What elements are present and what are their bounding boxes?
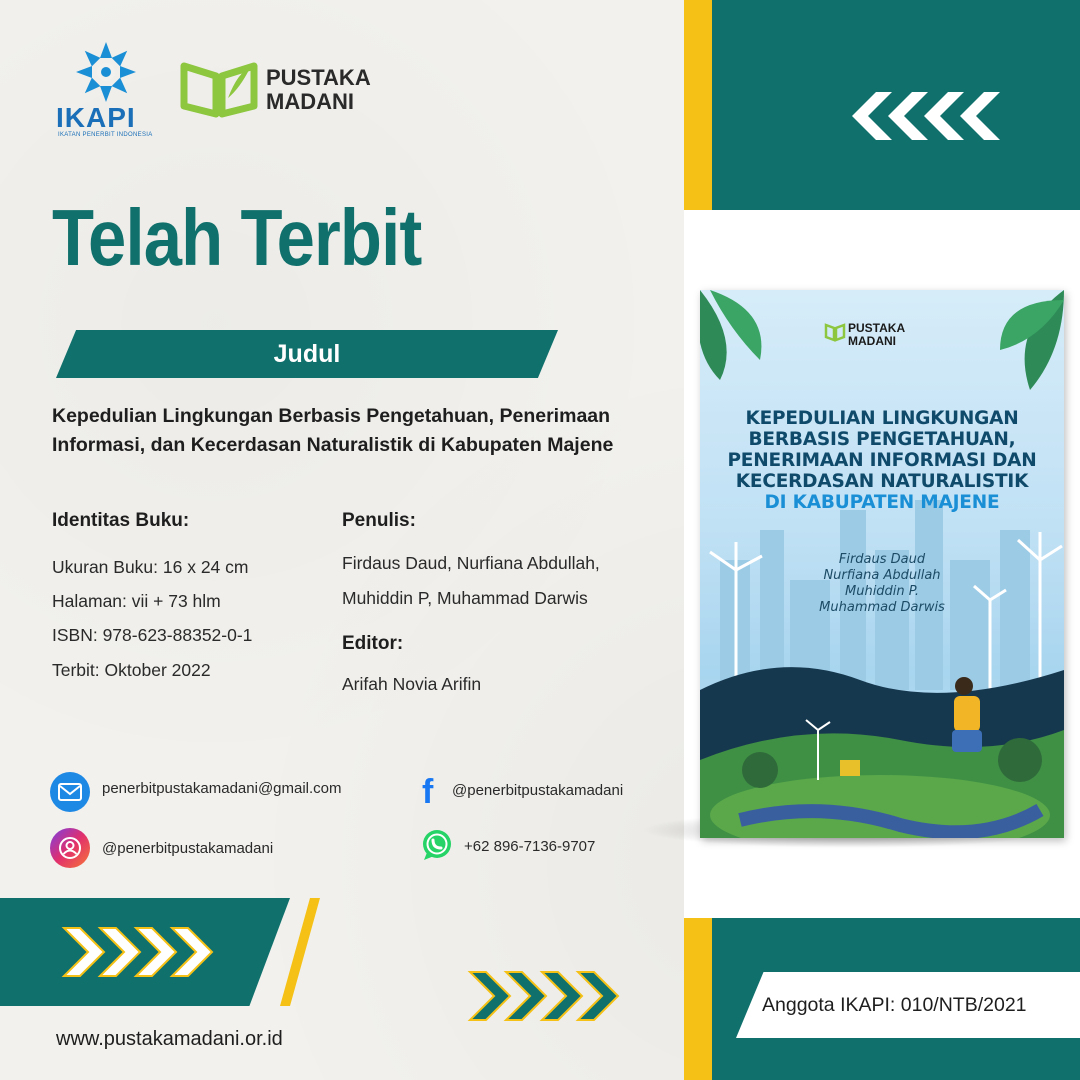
judul-label: Judul	[273, 340, 341, 368]
ikapi-logo	[56, 40, 156, 140]
cover-title-line4: KECERDASAN NATURALISTIK	[735, 471, 1029, 492]
penulis-heading: Penulis:	[342, 510, 416, 531]
identitas-heading: Identitas Buku:	[52, 510, 190, 531]
chevrons-right-icon	[60, 924, 222, 980]
book-title: Kepedulian Lingkungan Berbasis Pengetahuan, Penerimaan Informasi, dan Kecerdasan Naturalistik di Kabupaten Majene	[52, 405, 614, 456]
book-cover	[700, 290, 1064, 838]
whatsapp-text[interactable]: +62 896-7136-9707	[464, 838, 596, 855]
cover-authors	[700, 552, 1064, 616]
email-icon	[50, 772, 90, 812]
instagram-text[interactable]: @penerbitpustakamadani	[102, 840, 274, 857]
editor-heading: Editor:	[342, 633, 404, 654]
halaman: Halaman: vii + 73 hlm	[52, 591, 221, 611]
anggota-ikapi: Anggota IKAPI: 010/NTB/2021	[762, 994, 1027, 1016]
cover-publisher-icon	[824, 322, 846, 342]
terbit: Terbit: Oktober 2022	[52, 660, 211, 680]
website-link[interactable]: www.pustakamadani.or.id	[56, 1028, 283, 1050]
instagram-icon	[50, 828, 90, 868]
penulis-line1: Firdaus Daud, Nurfiana Abdullah,	[342, 553, 600, 573]
cover-landscape-icon	[700, 650, 1064, 838]
whatsapp-icon	[420, 828, 454, 862]
cover-publisher-line1: PUSTAKA	[848, 321, 906, 335]
cover-title-line2: BERBASIS PENGETAHUAN,	[748, 429, 1016, 450]
cover-title-line3: PENERIMAAN INFORMASI DAN	[727, 450, 1037, 471]
facebook-icon: f	[422, 773, 434, 811]
publisher-name-line2: MADANI	[266, 89, 354, 114]
ukuran-buku: Ukuran Buku: 16 x 24 cm	[52, 557, 249, 577]
facebook-text[interactable]: @penerbitpustakamadani	[452, 782, 624, 799]
yellow-accent-bottom	[684, 918, 712, 1080]
ikapi-text: IKAPI	[56, 102, 136, 133]
chevrons-right-teal-icon	[466, 968, 628, 1024]
cover-author-4: Muhammad Darwis	[819, 600, 945, 615]
ikapi-subtext: IKATAN PENERBIT INDONESIA	[58, 132, 153, 138]
cover-publisher-line2: MADANI	[848, 334, 896, 348]
cover-title-line1: KEPEDULIAN LINGKUNGAN	[745, 408, 1019, 429]
cover-author-2: Nurfiana Abdullah	[823, 568, 941, 583]
ikapi-flower-icon	[56, 40, 156, 104]
isbn: ISBN: 978-623-88352-0-1	[52, 625, 253, 645]
cover-author-3: Muhiddin P.	[845, 584, 919, 599]
headline: Telah Terbit	[52, 193, 422, 282]
cover-author-1: Firdaus Daud	[838, 552, 926, 567]
email-text[interactable]: penerbitpustakamadani@gmail.com	[102, 780, 342, 797]
publisher-name-line1: PUSTAKA	[266, 65, 371, 90]
penulis-line2: Muhiddin P, Muhammad Darwis	[342, 588, 588, 608]
yellow-accent-top	[684, 0, 712, 210]
editor-name: Arifah Novia Arifin	[342, 674, 482, 694]
cover-title	[700, 408, 1064, 513]
chevrons-left-icon	[848, 88, 1012, 144]
cover-title-line5: DI KABUPATEN MAJENE	[764, 492, 1000, 513]
pustaka-madani-book-icon	[180, 58, 258, 118]
